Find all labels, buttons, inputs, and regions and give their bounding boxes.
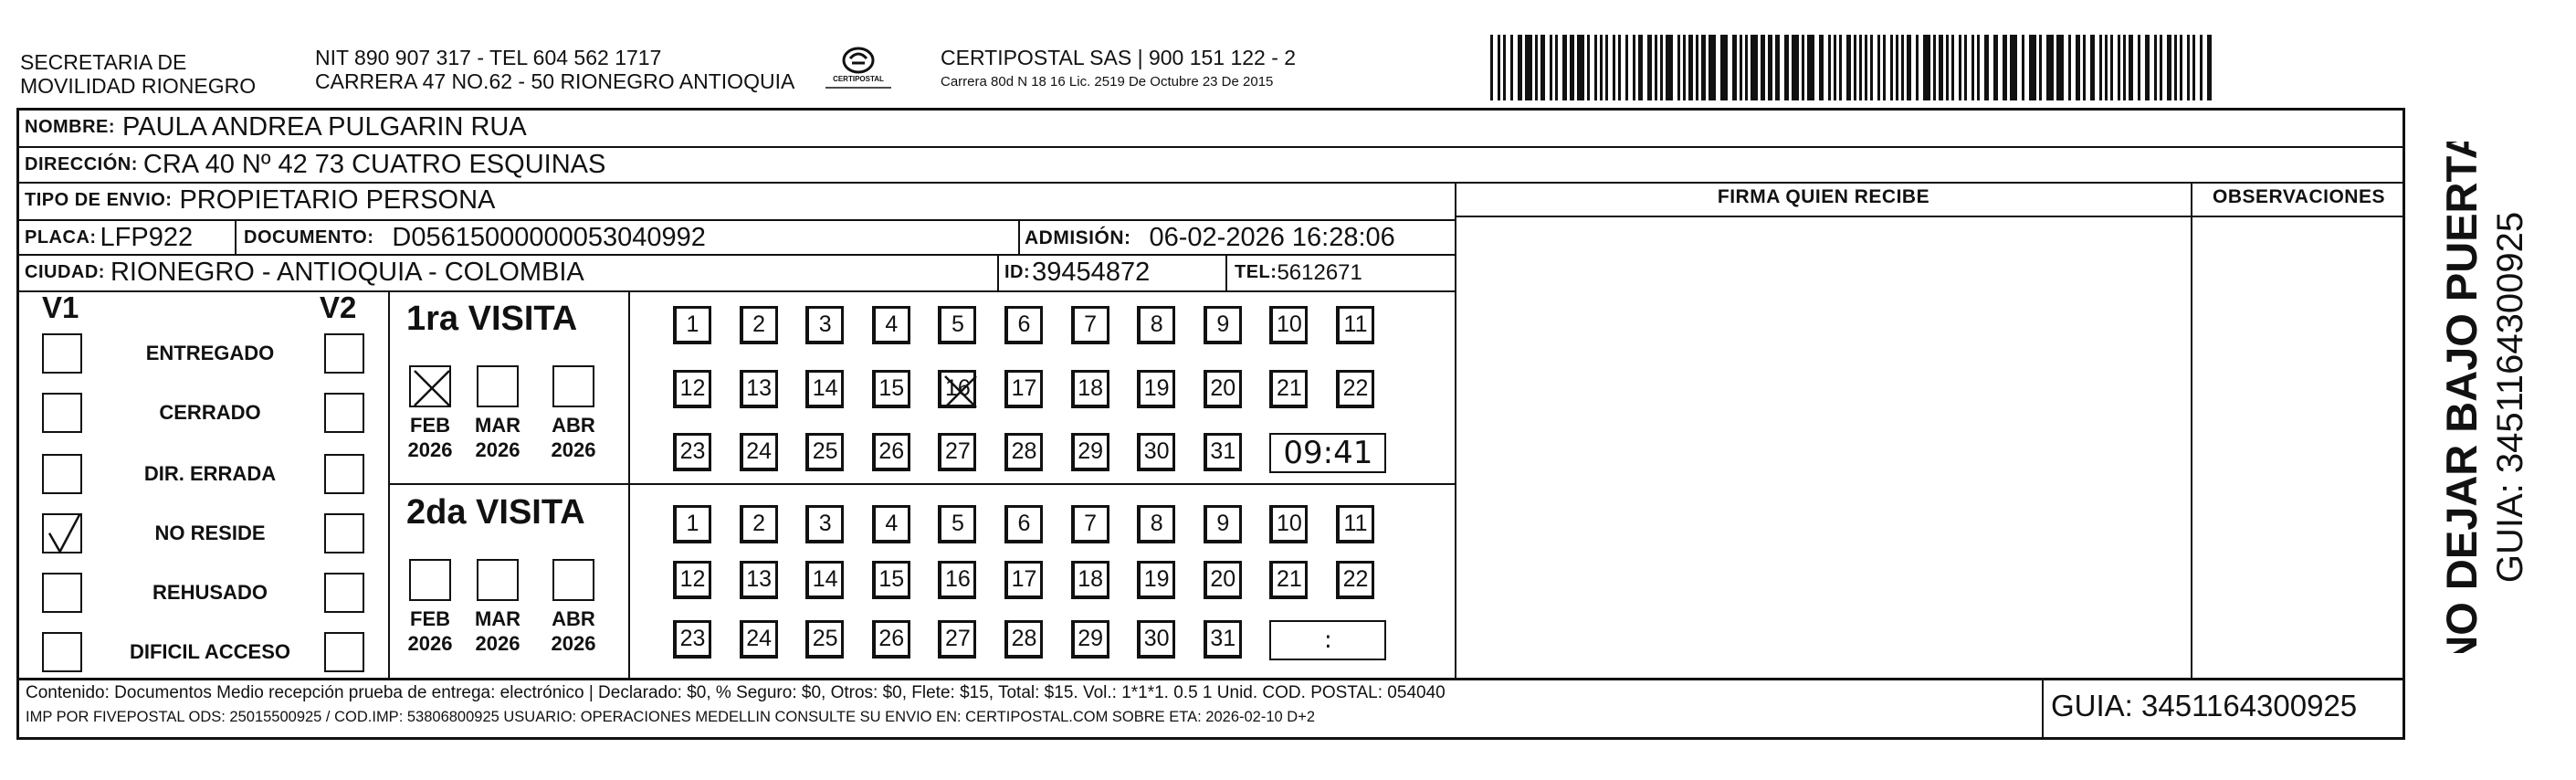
firma-header: FIRMA QUIEN RECIBE [1717, 186, 1930, 207]
visit2-day-1[interactable]: 1 [673, 505, 711, 543]
side-panel [2422, 142, 2540, 653]
visit1-day-15[interactable]: 15 [872, 370, 910, 408]
v2-checkbox-1[interactable] [324, 393, 364, 433]
status-label-4: REHUSADO [152, 581, 268, 604]
side-guia: GUIA: 3451164300925 [2490, 211, 2530, 584]
visit2-day-26[interactable]: 26 [872, 620, 910, 659]
visit1-day-8[interactable]: 8 [1137, 306, 1175, 344]
visit1-day-25[interactable]: 25 [805, 433, 844, 471]
visit2-day-21[interactable]: 21 [1269, 561, 1308, 599]
nombre-row: NOMBRE: PAULA ANDREA PULGARIN RUA [25, 112, 527, 142]
visit2-month-label-abr: ABR 2026 [551, 607, 596, 655]
barcode [1490, 35, 2221, 105]
placa-field: PLACA: LFP922 [25, 223, 194, 252]
visit1-day-30[interactable]: 30 [1137, 433, 1175, 471]
footer-print-line: IMP POR FIVEPOSTAL ODS: 25015500925 / COD.IMP: 53806800925 USUARIO: OPERACIONES MEDELLIN CONSULTE SU ENVIO EN: CERTIPOSTAL.COM SOBRE ETA: 2026-02-10 D+2 [26, 709, 1316, 725]
firma-area[interactable] [1458, 219, 2189, 676]
visit2-day-16[interactable]: 16 [938, 561, 976, 599]
visit1-day-18[interactable]: 18 [1071, 370, 1109, 408]
visit1-day-14[interactable]: 14 [805, 370, 844, 408]
visit2-day-10[interactable]: 10 [1269, 505, 1308, 543]
visit1-month-label-feb: FEB 2026 [407, 414, 453, 461]
documento-field: DOCUMENTO: D05615000000053040992 [244, 223, 706, 252]
visit2-day-4[interactable]: 4 [872, 505, 910, 543]
footer-guia: GUIA: 3451164300925 [2051, 689, 2358, 722]
visit2-day-18[interactable]: 18 [1071, 561, 1109, 599]
visit1-day-23[interactable]: 23 [673, 433, 711, 471]
visit1-day-17[interactable]: 17 [1004, 370, 1043, 408]
v1-checkbox-3[interactable] [42, 513, 82, 553]
visit2-day-6[interactable]: 6 [1004, 505, 1043, 543]
visit2-month-box-feb[interactable] [409, 559, 451, 601]
visit2-day-24[interactable]: 24 [740, 620, 778, 659]
id-field: ID: 39454872 [1004, 258, 1151, 287]
visit1-day-2[interactable]: 2 [740, 306, 778, 344]
visit1-day-31[interactable]: 31 [1204, 433, 1242, 471]
visit2-day-11[interactable]: 11 [1336, 505, 1374, 543]
visit1-day-5[interactable]: 5 [938, 306, 976, 344]
visit2-day-17[interactable]: 17 [1004, 561, 1043, 599]
visit1-month-box-abr[interactable] [552, 365, 594, 407]
visit1-month-label-abr: ABR 2026 [551, 414, 596, 461]
visit1-month-box-feb[interactable] [409, 365, 451, 407]
visit2-month-label-feb: FEB 2026 [407, 607, 453, 655]
visit1-title: 1ra VISITA [406, 300, 578, 338]
visit1-month-label-mar: MAR 2026 [474, 414, 521, 461]
direccion-row: DIRECCIÓN: CRA 40 Nº 42 73 CUATRO ESQUINAS [25, 150, 606, 179]
visit2-day-13[interactable]: 13 [740, 561, 778, 599]
tipo-envio-row: TIPO DE ENVIO: PROPIETARIO PERSONA [25, 185, 496, 215]
visit1-day-4[interactable]: 4 [872, 306, 910, 344]
status-label-5: DIFICIL ACCESO [129, 640, 290, 663]
visit2-day-28[interactable]: 28 [1004, 620, 1043, 659]
no-dejar-bajo-puerta: NO DEJAR BAJO PUERTA [2437, 142, 2486, 653]
visit1-day-24[interactable]: 24 [740, 433, 778, 471]
visit2-day-19[interactable]: 19 [1137, 561, 1175, 599]
visit2-day-20[interactable]: 20 [1204, 561, 1242, 599]
visit1-day-22[interactable]: 22 [1336, 370, 1374, 408]
visit2-day-29[interactable]: 29 [1071, 620, 1109, 659]
visit2-day-7[interactable]: 7 [1071, 505, 1109, 543]
visit2-day-27[interactable]: 27 [938, 620, 976, 659]
visit2-day-14[interactable]: 14 [805, 561, 844, 599]
ciudad-field: CIUDAD: RIONEGRO - ANTIOQUIA - COLOMBIA [25, 258, 584, 287]
v1-checkbox-1[interactable] [42, 393, 82, 433]
visit2-day-23[interactable]: 23 [673, 620, 711, 659]
visit1-time[interactable]: 09:41 [1269, 433, 1386, 473]
v2-label: V2 [320, 290, 357, 324]
visit1-day-12[interactable]: 12 [673, 370, 711, 408]
visit1-day-10[interactable]: 10 [1269, 306, 1308, 344]
visit1-day-28[interactable]: 28 [1004, 433, 1043, 471]
visit2-day-5[interactable]: 5 [938, 505, 976, 543]
visit2-day-12[interactable]: 12 [673, 561, 711, 599]
footer-content-line: Contenido: Documentos Medio recepción prueba de entrega: electrónico | Declarado: $0, % Seguro: $0, Otros: $0, Flete: $15, Total: $15. Vol.: 1*1*1. 0.5 1 Unid. COD. POSTAL: 054040 [26, 683, 1446, 702]
visit1-day-20[interactable]: 20 [1204, 370, 1242, 408]
visit2-day-8[interactable]: 8 [1137, 505, 1175, 543]
visit2-day-15[interactable]: 15 [872, 561, 910, 599]
v1-checkbox-0[interactable] [42, 333, 82, 374]
visit1-day-11[interactable]: 11 [1336, 306, 1374, 344]
v2-checkbox-0[interactable] [324, 333, 364, 374]
visit1-day-29[interactable]: 29 [1071, 433, 1109, 471]
visit2-day-2[interactable]: 2 [740, 505, 778, 543]
visit1-day-21[interactable]: 21 [1269, 370, 1308, 408]
visit1-day-6[interactable]: 6 [1004, 306, 1043, 344]
visit2-day-3[interactable]: 3 [805, 505, 844, 543]
status-label-2: DIR. ERRADA [143, 462, 277, 485]
visit1-day-3[interactable]: 3 [805, 306, 844, 344]
visit1-day-1[interactable]: 1 [673, 306, 711, 344]
visit1-day-19[interactable]: 19 [1137, 370, 1175, 408]
v1-checkbox-5[interactable] [42, 632, 82, 672]
visit2-day-25[interactable]: 25 [805, 620, 844, 659]
status-label-3: NO RESIDE [154, 522, 266, 544]
visit1-day-7[interactable]: 7 [1071, 306, 1109, 344]
visit2-day-9[interactable]: 9 [1204, 505, 1242, 543]
visit1-day-26[interactable]: 26 [872, 433, 910, 471]
v2-checkbox-5[interactable] [324, 632, 364, 672]
company-info: CERTIPOSTAL SAS | 900 151 122 - 2 Carrera 80d N 18 16 Lic. 2519 De Octubre 23 De 2015 [941, 46, 1297, 90]
observaciones-header: OBSERVACIONES [2213, 186, 2385, 207]
status-label-1: CERRADO [159, 401, 261, 424]
visit1-day-9[interactable]: 9 [1204, 306, 1242, 344]
observaciones-area[interactable] [2194, 219, 2403, 676]
visit1-day-16[interactable]: 16 [938, 370, 976, 408]
visit1-month-box-mar[interactable] [477, 365, 519, 407]
visit1-day-13[interactable]: 13 [740, 370, 778, 408]
v2-checkbox-2[interactable] [324, 454, 364, 494]
visit2-month-label-mar: MAR 2026 [474, 607, 521, 655]
issuer-contact: NIT 890 907 317 - TEL 604 562 1717 CARRERA 47 NO.62 - 50 RIONEGRO ANTIOQUIA [315, 46, 795, 93]
visit1-day-27[interactable]: 27 [938, 433, 976, 471]
v1-checkbox-2[interactable] [42, 454, 82, 494]
visit2-month-box-mar[interactable] [477, 559, 519, 601]
v2-checkbox-3[interactable] [324, 513, 364, 553]
v1-checkbox-4[interactable] [42, 573, 82, 613]
visit2-month-box-abr[interactable] [552, 559, 594, 601]
certipostal-logo: CERTIPOSTAL [822, 44, 895, 97]
admision-field: ADMISIÓN: 06-02-2026 16:28:06 [1025, 223, 1395, 252]
v2-checkbox-4[interactable] [324, 573, 364, 613]
status-label-0: ENTREGADO [145, 342, 275, 364]
issuer-name: SECRETARIA DE MOVILIDAD RIONEGRO [20, 50, 257, 98]
v1-label: V1 [42, 290, 79, 324]
visit2-day-31[interactable]: 31 [1204, 620, 1242, 659]
tel-field: TEL: 5612671 [1235, 259, 1362, 285]
visit2-day-30[interactable]: 30 [1137, 620, 1175, 659]
visit2-title: 2da VISITA [406, 493, 585, 532]
visit2-day-22[interactable]: 22 [1336, 561, 1374, 599]
visit2-time[interactable]: : [1269, 620, 1386, 660]
